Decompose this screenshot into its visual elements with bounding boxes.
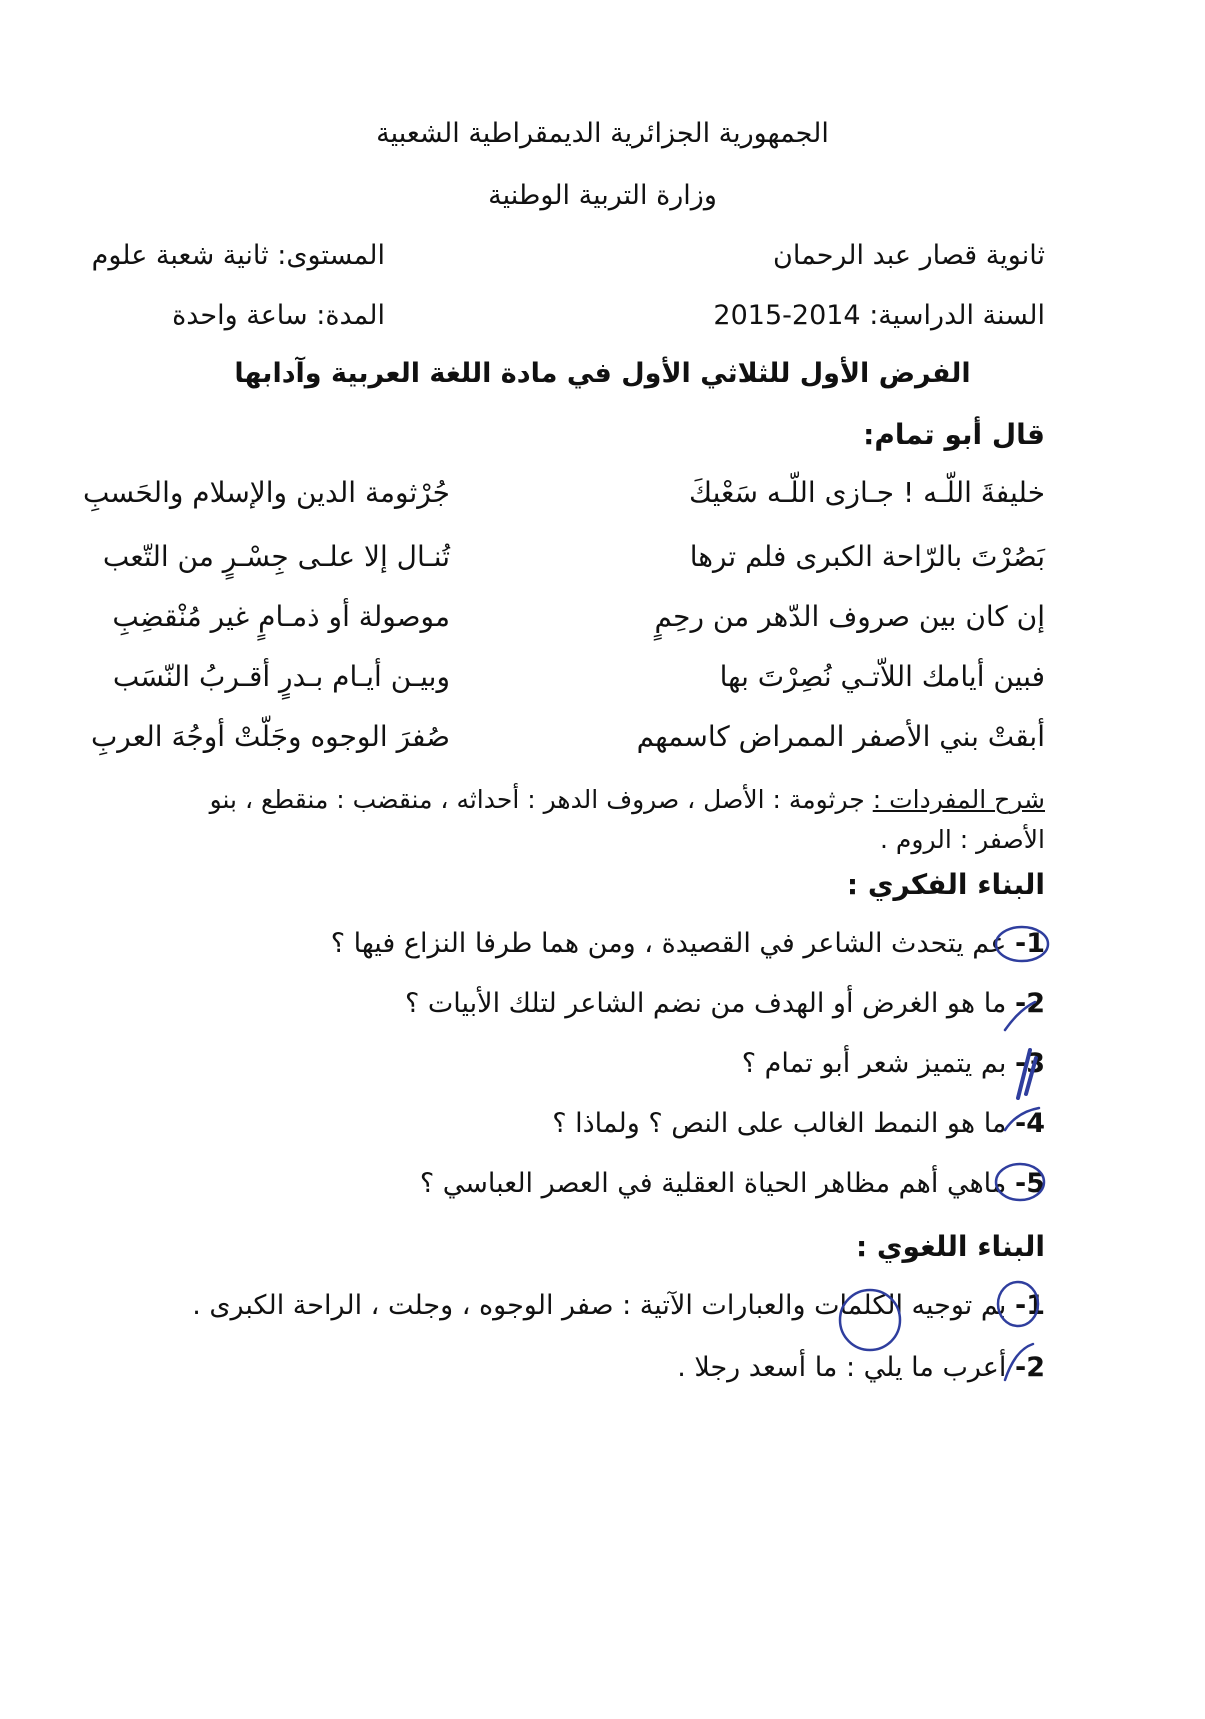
question-text: ما هو الغرض أو الهدف من نضم الشاعر لتلك الأبيات ؟ <box>404 988 1007 1019</box>
level-label: المستوى: ثانية شعبة علوم <box>91 240 385 271</box>
school-year: السنة الدراسية: 2014-2015 <box>713 300 1045 331</box>
verse-3-second-half: موصولة أو ذمـامٍ غير مُنْقضِبِ <box>112 600 450 633</box>
verse-4-second-half: وبيـن أيـام بـدرٍ أقـربُ النّسَب <box>112 660 450 693</box>
vocabulary-note <box>145 780 1045 860</box>
republic-heading: الجمهورية الجزائرية الديمقراطية الشعبية <box>376 118 829 149</box>
school-name: ثانوية قصار عبد الرحمان <box>773 240 1045 271</box>
question-number: 4- <box>1014 1108 1045 1139</box>
verse-2-second-half: تُنـال إلا علـى جِسْـرٍ من التّعب <box>102 540 450 573</box>
ideas-question-5 <box>420 1168 1045 1199</box>
question-text: ما هو النمط الغالب على النص ؟ ولماذا ؟ <box>552 1108 1007 1139</box>
vocabulary-heading: شرح المفردات : <box>872 785 1045 814</box>
verse-1-second-half: جُرْثومة الدين والإسلام والحَسبِ <box>83 476 450 509</box>
ideas-question-4 <box>552 1108 1045 1139</box>
section-language-title: البناء اللغوي : <box>855 1230 1045 1263</box>
verse-5-first-half: أبقتْ بني الأصفر الممراض كاسمهم <box>636 720 1045 753</box>
verse-4-first-half: فبين أيامك اللاّتـي نُصِرْتَ بها <box>719 660 1045 693</box>
exam-title: الفرض الأول للثلاثي الأول في مادة اللغة العربية وآدابها <box>234 358 971 389</box>
question-number: 1- <box>1014 1290 1045 1321</box>
question-number: 1- <box>1014 928 1045 959</box>
question-text: عم يتحدث الشاعر في القصيدة ، ومن هما طرفا النزاع فيها ؟ <box>330 928 1007 959</box>
ideas-question-2 <box>405 988 1045 1019</box>
vocabulary-text: جرثومة : الأصل ، صروف الدهر : أحداثه ، منقضب : منقطع ، بنو الأصفر : الروم . <box>209 785 1045 854</box>
verse-3-first-half: إن كان بين صروف الدّهر من رحِمٍ <box>654 600 1045 633</box>
question-text: بم توجيه الكلمات والعبارات الآتية : صفر الوجوه ، وجلت ، الراحة الكبرى . <box>192 1290 1007 1321</box>
poem-intro: قال أبو تمام: <box>863 418 1045 451</box>
ideas-question-1 <box>331 928 1045 959</box>
ideas-question-3 <box>742 1048 1045 1079</box>
verse-1-first-half: خليفةَ اللّـه ! جـازى اللّـه سَعْيكَ <box>688 476 1045 509</box>
language-question-2 <box>677 1352 1045 1383</box>
question-text: ماهي أهم مظاهر الحياة العقلية في العصر العباسي ؟ <box>419 1168 1007 1199</box>
question-number: 2- <box>1014 988 1045 1019</box>
duration-label: المدة: ساعة واحدة <box>172 300 385 331</box>
verse-2-first-half: بَصُرْتَ بالرّاحة الكبرى فلم ترها <box>689 540 1045 573</box>
question-number: 3- <box>1014 1048 1045 1079</box>
section-ideas-title: البناء الفكري : <box>846 868 1045 901</box>
question-text: أعرب ما يلي : ما أسعد رجلا . <box>677 1352 1007 1383</box>
question-text: بم يتميز شعر أبو تمام ؟ <box>741 1048 1007 1079</box>
verse-5-second-half: صُفرَ الوجوه وجَلّتْ أوجُهَ العربِ <box>90 720 450 753</box>
question-number: 5- <box>1014 1168 1045 1199</box>
ministry-heading: وزارة التربية الوطنية <box>488 180 717 211</box>
language-question-1 <box>192 1290 1045 1321</box>
question-number: 2- <box>1014 1352 1045 1383</box>
